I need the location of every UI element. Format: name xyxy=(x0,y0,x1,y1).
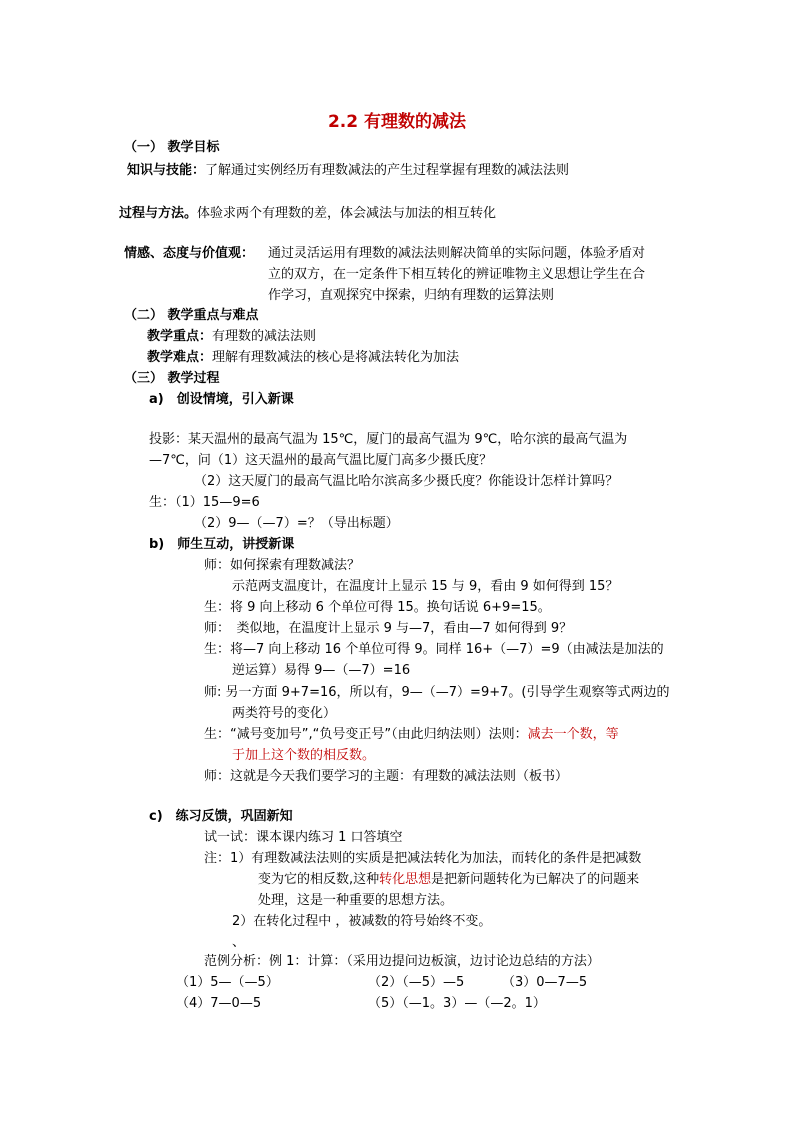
paragraph-line: 2）在转化过程中 ，被减数的符号始终不变。 xyxy=(232,914,492,929)
objective-emotion-label: 情感、态度与价值观： xyxy=(124,246,255,261)
paragraph-line: 试一试：课本课内练习 1 口答填空 xyxy=(204,830,403,845)
objective-emotion-line: 立的双方，在一定条件下相互转化的辨证唯物主义思想让学生在合 xyxy=(268,267,646,282)
exercise-item: （3）0—7—5 xyxy=(502,975,588,990)
section-heading: （二） 教学重点与难点 xyxy=(124,308,259,323)
exercise-item: （4）7—0—5 xyxy=(176,996,262,1011)
paragraph-line: 注：1）有理数减法法则的实质是把减法转化为加法，而转化的条件是把减数 xyxy=(204,851,642,866)
subsection-heading: c) 练习反馈，巩固新知 xyxy=(149,809,293,824)
objective-process xyxy=(119,205,496,222)
paragraph-line: 两类符号的变化） xyxy=(232,706,337,721)
objective-knowledge xyxy=(127,162,569,179)
rule-highlight: 于加上这个数的相反数。 xyxy=(232,748,376,763)
note-text: 是把新问题转化为已解决了的问题来 xyxy=(431,872,640,887)
paragraph-line: 生：将 9 向上移动 6 个单位可得 15。换句话说 6+9=15。 xyxy=(204,600,551,615)
paragraph-line: （2）这天厦门的最高气温比哈尔滨高多少摄氏度？你能设计怎样计算吗？ xyxy=(194,474,619,489)
paragraph-line: —7℃，问（1）这天温州的最高气温比厦门高多少摄氏度？ xyxy=(149,453,493,468)
paragraph-line: 投影：某天温州的最高气温为 15℃，厦门的最高气温为 9℃，哈尔滨的最高气温为 xyxy=(149,432,628,447)
rule-line xyxy=(204,726,619,743)
difficult-point xyxy=(147,349,459,366)
note-highlight: 转化思想 xyxy=(379,872,432,887)
paragraph-line: 师: 另一方面 9+7=16，所以有，9—（—7）=9+7。(引导学生观察等式两边的 xyxy=(204,685,670,700)
rule-prefix: 生：“减号变加号”,“负号变正号”（由此归纳法则）法则： xyxy=(204,727,528,742)
paragraph-line: 生：（1）15—9=6 xyxy=(149,495,260,510)
paragraph-line: 示范两支温度计，在温度计上显示 15 与 9，看由 9 如何得到 15？ xyxy=(232,579,619,594)
paragraph-line: （2）9—（—7）=？（导出标题） xyxy=(194,516,399,531)
subsection-heading: b) 师生互动，讲授新课 xyxy=(149,537,295,552)
exercise-item: （5）（—1。3）—（—2。1） xyxy=(368,996,546,1011)
exercise-item: （2）（—5）—5 xyxy=(368,975,465,990)
paragraph-line: 处理，这是一种重要的思想方法。 xyxy=(258,893,454,908)
objective-text: 体验求两个有理数的差，体会减法与加法的相互转化 xyxy=(197,206,497,221)
paragraph-line: 范例分析：例 1：计算：（采用边提问边板演，边讨论边总结的方法） xyxy=(204,954,600,969)
objective-emotion-line: 作学习，直观探究中探索，归纳有理数的运算法则 xyxy=(268,288,555,303)
difficult-text: 理解有理数减法的核心是将减法转化为加法 xyxy=(212,350,460,365)
objective-emotion-line: 通过灵活运用有理数的减法法则解决简单的实际问题，体验矛盾对 xyxy=(268,246,646,261)
paragraph-line: 逆运算）易得 9—（—7）=16 xyxy=(232,663,411,678)
objective-label: 过程与方法。 xyxy=(119,206,198,221)
key-point xyxy=(147,328,316,345)
paragraph-line: 师：这就是今天我们要学习的主题：有理数的减法法则（板书） xyxy=(204,769,569,784)
paragraph-line xyxy=(258,871,639,888)
paragraph-line: 师：如何探索有理数减法？ xyxy=(204,558,361,573)
rule-highlight: 减去一个数，等 xyxy=(527,727,619,742)
subsection-heading: a) 创设情境，引入新课 xyxy=(149,392,294,407)
paragraph-line: 师： 类似地，在温度计上显示 9 与—7，看由—7 如何得到 9？ xyxy=(204,621,573,636)
objective-label: 知识与技能： xyxy=(127,163,206,178)
section-heading: （三） 教学过程 xyxy=(124,371,220,386)
stray-mark: 、 xyxy=(232,935,246,950)
page-title: 2.2 有理数的减法 xyxy=(327,112,467,132)
paragraph-line: 生：将—7 向上移动 16 个单位可得 9。同样 16+（—7）=9（由减法是加法的 xyxy=(204,642,664,657)
objective-text: 了解通过实例经历有理数减法的产生过程掌握有理数的减法法则 xyxy=(205,163,570,178)
exercise-item: （1）5—（—5） xyxy=(176,975,279,990)
key-text: 有理数的减法法则 xyxy=(212,329,317,344)
key-label: 教学重点： xyxy=(147,329,213,344)
section-heading: （一） 教学目标 xyxy=(124,140,220,155)
note-text: 变为它的相反数,这种 xyxy=(258,872,380,887)
difficult-label: 教学难点： xyxy=(147,350,213,365)
